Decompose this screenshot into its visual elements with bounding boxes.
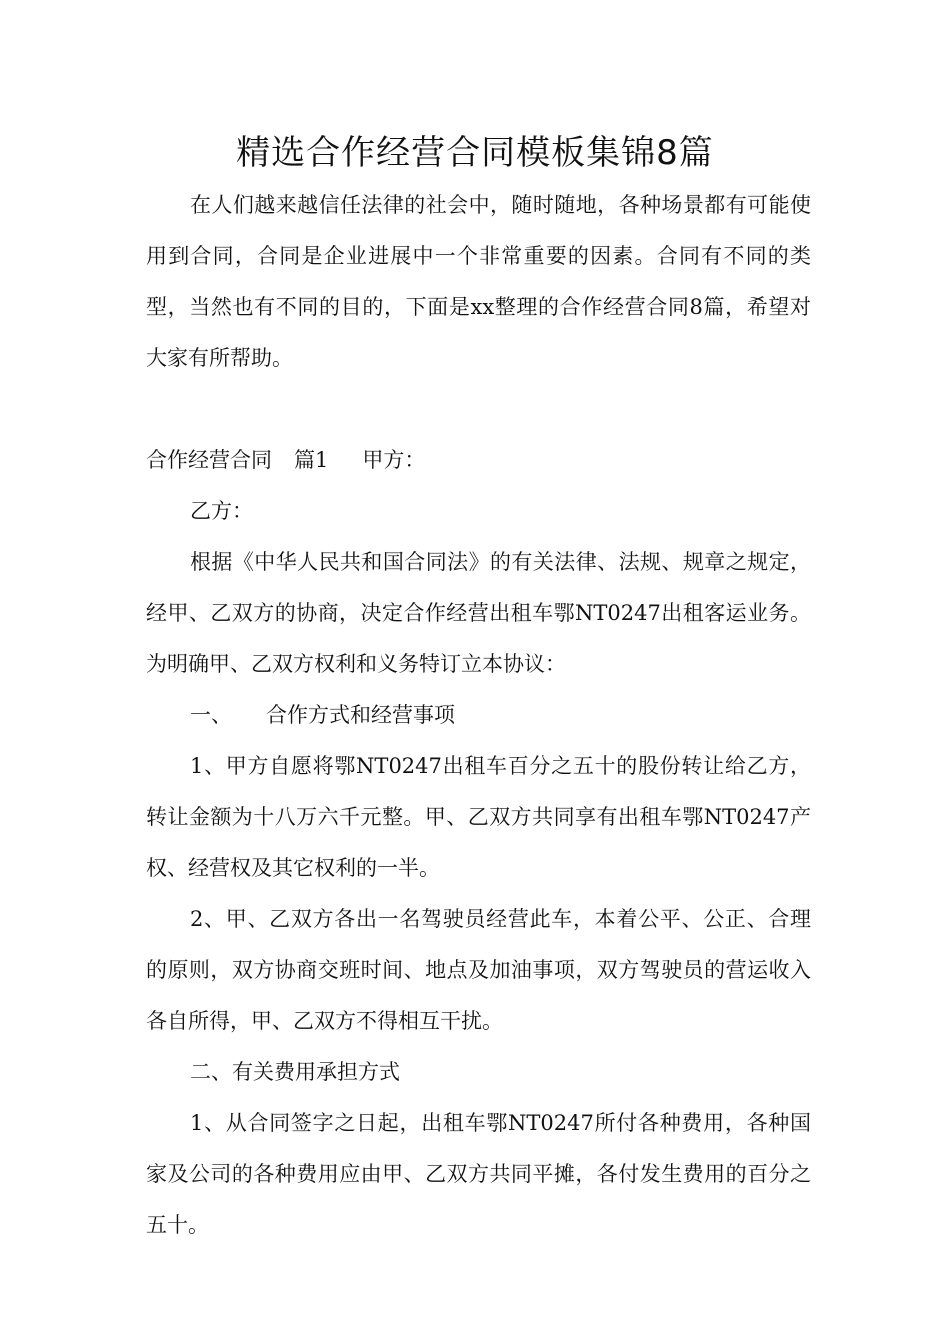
contract-heading-label: 合作经营合同 [146,448,272,472]
document-title: 精选合作经营合同模板集锦8篇 [236,133,714,173]
section-1-number: 一、 [190,703,232,727]
document-body [146,180,811,1251]
intro-paragraph: 在人们越来越信任法律的社会中，随时随地，各种场景都有可能使用到合同，合同是企业进展中一个非常重要的因素。合同有不同的类型，当然也有不同的目的，下面是xx整理的合作经营合同8篇，希望对大家有所帮助。 [146,193,811,370]
contract-heading [146,435,811,486]
section-1-heading: 合作方式和经营事项 [266,703,455,727]
section-1-item: 1、甲方自愿将鄂NT0247出租车百分之五十的股份转让给乙方，转让金额为十八万六千元整。甲、乙双方共同享有出租车鄂NT0247产权、经营权及其它权利的一半。 [146,754,811,880]
section-2-item: 1、从合同签字之日起，出租车鄂NT0247所付各种费用，各种国家及公司的各种费用应由甲、乙双方共同平摊，各付发生费用的百分之五十。 [146,1111,811,1237]
contract-number: 篇1 [294,448,329,472]
preamble-paragraph: 根据《中华人民共和国合同法》的有关法律、法规、规章之规定，经甲、乙双方的协商，决定合作经营出租车鄂NT0247出租客运业务。为明确甲、乙双方权利和义务特订立本协议： [146,550,811,676]
party-b-label: 乙方： [190,499,253,523]
party-a-label: 甲方： [362,448,426,472]
section-1-title [146,690,811,741]
section-2-title: 二、有关费用承担方式 [190,1060,400,1084]
section-1-item: 2、甲、乙双方各出一名驾驶员经营此车，本着公平、公正、合理的原则，双方协商交班时间、地点及加油事项，双方驾驶员的营运收入各自所得，甲、乙双方不得相互干扰。 [146,907,811,1033]
